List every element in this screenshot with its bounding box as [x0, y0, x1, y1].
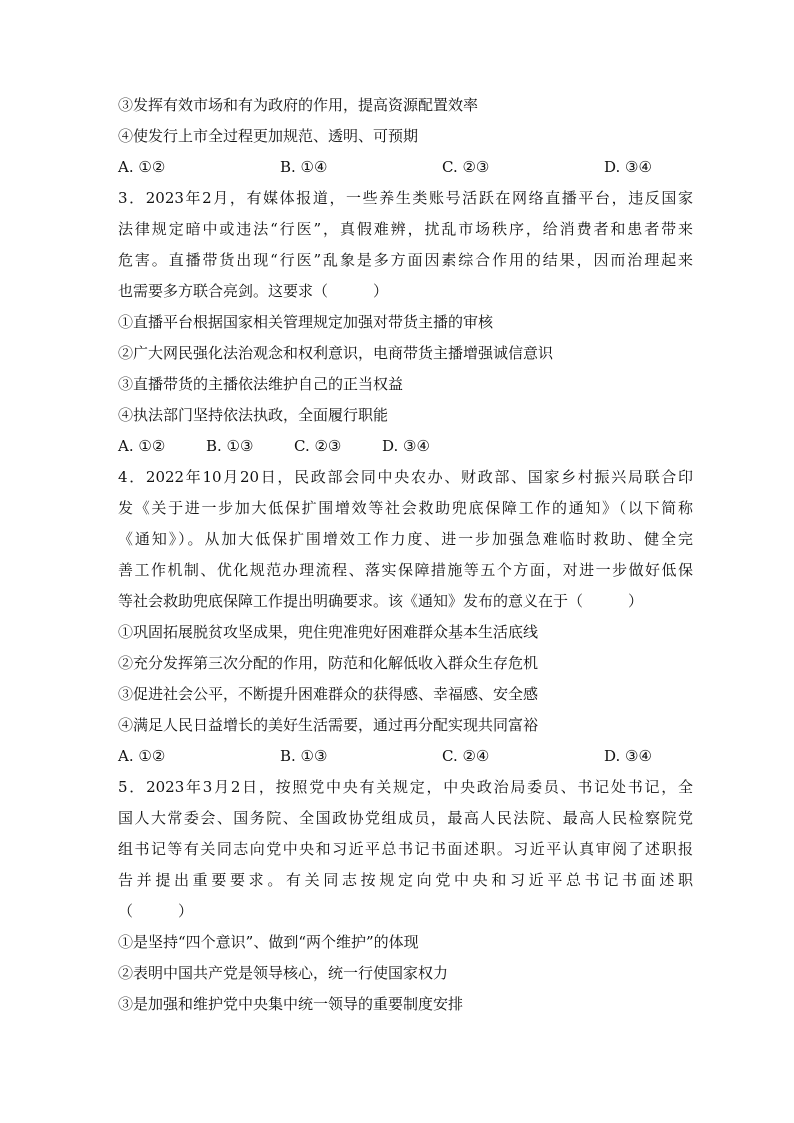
q5-item-2: ②表明中国共产党是领导核心，统一行使国家权力	[118, 964, 449, 982]
q4-item-4: ④满足人民日益增长的美好生活需要，通过再分配实现共同富裕	[118, 716, 539, 734]
q3-item-3: ③直播带货的主播依法维护自己的正当权益	[118, 375, 404, 393]
q3-item-2: ②广大网民强化法治观念和权利意识，电商带货主播增强诚信意识	[118, 344, 554, 362]
q4-stem-line: 发《关于进一步加大低保扩围增效等社会救助兜底保障工作的通知》（以下简称	[118, 499, 693, 517]
q3-option-c: C. ②③	[294, 437, 342, 455]
q4-item-3: ③促进社会公平，不断提升困难群众的获得感、幸福感、安全感	[118, 685, 539, 703]
q4-item-1: ①巩固拓展脱贫攻坚成果，兜住兜准兜好困难群众基本生活底线	[118, 623, 539, 641]
q2-item-4: ④使发行上市全过程更加规范、透明、可预期	[118, 127, 419, 145]
q2-item-3: ③发挥有效市场和有为政府的作用，提高资源配置效率	[118, 96, 479, 114]
q5-stem-line: 5．2023年3月2日，按照党中央有关规定，中央政治局委员、书记处书记，全	[118, 778, 693, 796]
q5-stem-line: 国人大常委会、国务院、全国政协党组成员，最高人民法院、最高人民检察院党	[118, 809, 693, 827]
q2-option-a: A. ①②	[118, 158, 166, 176]
q3-option-b: B. ①③	[206, 437, 254, 455]
q3-option-d: D. ③④	[382, 437, 430, 455]
q3-stem	[118, 188, 693, 312]
q3-stem-line: 也需要多方联合亮剑。这要求（ ）	[118, 282, 389, 300]
q3-stem-line: 法律规定暗中或违法“行医”，真假难辨，扰乱市场秩序，给消费者和患者带来	[118, 220, 693, 238]
q5-stem-line: （ ）	[118, 902, 194, 920]
q4-item-2: ②充分发挥第三次分配的作用，防范和化解低收入群众生存危机	[118, 654, 539, 672]
q3-stem-line: 3．2023年2月，有媒体报道，一些养生类账号活跃在网络直播平台，违反国家	[118, 189, 693, 207]
q3-option-a: A. ①②	[118, 437, 166, 455]
q5-stem	[118, 777, 693, 932]
q5-item-1: ①是坚持“四个意识”、做到“两个维护”的体现	[118, 933, 419, 951]
q3-item-4: ④执法部门坚持依法执政，全面履行职能	[118, 406, 389, 424]
q2-option-b: B. ①④	[280, 158, 328, 176]
q3-item-1: ①直播平台根据国家相关管理规定加强对带货主播的审核	[118, 313, 494, 331]
q4-option-b: B. ①③	[280, 747, 328, 765]
q2-option-d: D. ③④	[604, 158, 652, 176]
q4-stem-line: 等社会救助兜底保障工作提出明确要求。该《通知》发布的意义在于（ ）	[118, 592, 644, 610]
q4-option-a: A. ①②	[118, 747, 166, 765]
q4-option-c: C. ②④	[442, 747, 490, 765]
q3-stem-line: 危害。直播带货出现“行医”乱象是多方面因素综合作用的结果，因而治理起来	[118, 251, 693, 269]
q4-stem-line: 4．2022年10月20日，民政部会同中央农办、财政部、国家乡村振兴局联合印	[118, 468, 693, 486]
q4-option-d: D. ③④	[604, 747, 652, 765]
q2-options	[118, 157, 688, 177]
q5-item-3: ③是加强和维护党中央集中统一领导的重要制度安排	[118, 995, 464, 1013]
q4-stem	[118, 467, 693, 622]
q2-option-c: C. ②③	[442, 158, 490, 176]
q5-stem-line: 告并提出重要要求。有关同志按规定向党中央和习近平总书记书面述职	[118, 871, 693, 889]
q4-options	[118, 746, 688, 766]
q3-options	[118, 436, 688, 456]
q5-stem-line: 组书记等有关同志向党中央和习近平总书记书面述职。习近平认真审阅了述职报	[118, 840, 693, 858]
q4-stem-line: 善工作机制、优化规范办理流程、落实保障措施等五个方面，对进一步做好低保	[118, 561, 693, 579]
q4-stem-line: 《通知》）。从加大低保扩围增效工作力度、进一步加强急难临时救助、健全完	[118, 530, 693, 548]
